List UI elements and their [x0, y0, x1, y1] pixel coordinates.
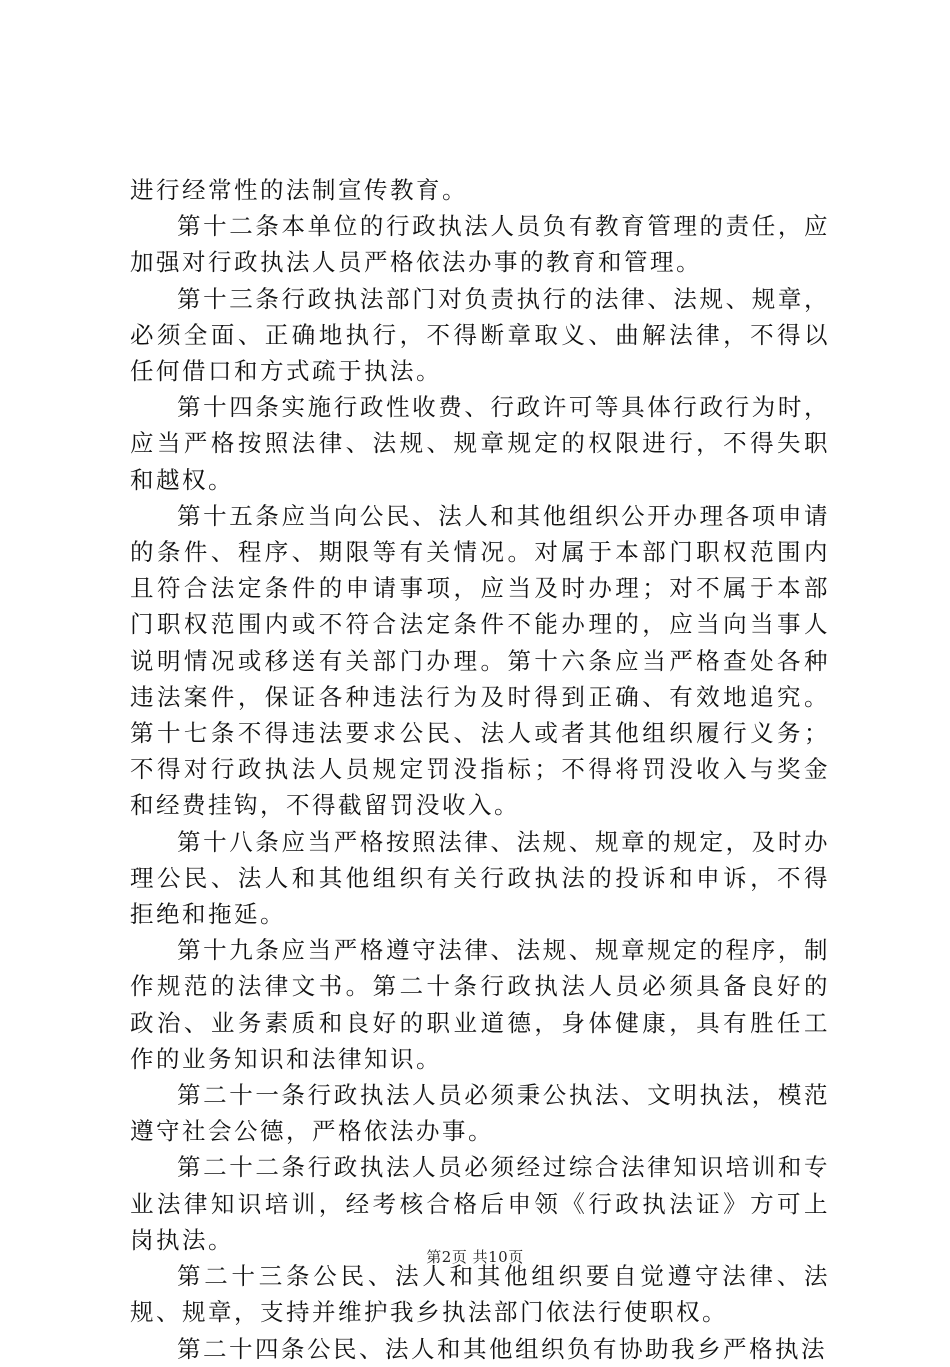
paragraph-article-15-17: 第十五条应当向公民、法人和其他组织公开办理各项申请的条件、程序、期限等有关情况。对属于本部门职权范围内且符合法定条件的申请事项，应当及时办理；对不属于本部门职权范围内或不符合法定条件不能办理的，应当向当事人说明情况或移送有关部门办理。第十六条应当严格查处各种违法案件，保证各种违法行为及时得到正确、有效地追究。第十七条不得违法要求公民、法人或者其他组织履行义务；不得对行政执法人员规定罚没指标；不得将罚没收入与奖金和经费挂钩，不得截留罚没收入。 [130, 501, 830, 820]
paragraph-article-18: 第十八条应当严格按照法律、法规、规章的规定，及时办理公民、法人和其他组织有关行政执法的投诉和申诉，不得拒绝和拖延。 [130, 827, 830, 929]
page-number-footer: 第2页 共10页 [426, 1248, 524, 1266]
paragraph-article-19-20: 第十九条应当严格遵守法律、法规、规章规定的程序，制作规范的法律文书。第二十条行政执法人员必须具备良好的政治、业务素质和良好的职业道德，身体健康，具有胜任工作的业务知识和法律知识。 [130, 936, 830, 1073]
paragraph-article-22: 第二十二条行政执法人员必须经过综合法律知识培训和专业法律知识培训，经考核合格后申领《行政执法证》方可上岗执法。 [130, 1153, 830, 1254]
paragraph-article-13: 第十三条行政执法部门对负责执行的法律、法规、规章，必须全面、正确地执行，不得断章取义、曲解法律，不得以任何借口和方式疏于执法。 [130, 284, 830, 386]
paragraph-article-12: 第十二条本单位的行政执法人员负有教育管理的责任，应加强对行政执法人员严格依法办事的教育和管理。 [130, 212, 830, 277]
paragraph-article-23: 第二十三条公民、法人和其他组织要自觉遵守法律、法规、规章，支持并维护我乡执法部门依法行使职权。 [130, 1262, 830, 1327]
paragraph-continuation: 进行经常性的法制宣传教育。 [130, 176, 468, 204]
paragraph-article-21: 第二十一条行政执法人员必须秉公执法、文明执法，模范遵守社会公德，严格依法办事。 [130, 1081, 830, 1146]
document-body [130, 172, 830, 1367]
paragraph-article-24: 第二十四条公民、法人和其他组织负有协助我乡严格执法 [177, 1334, 827, 1363]
paragraph-article-14: 第十四条实施行政性收费、行政许可等具体行政行为时，应当严格按照法律、法规、规章规定的权限进行，不得失职和越权。 [130, 393, 830, 494]
